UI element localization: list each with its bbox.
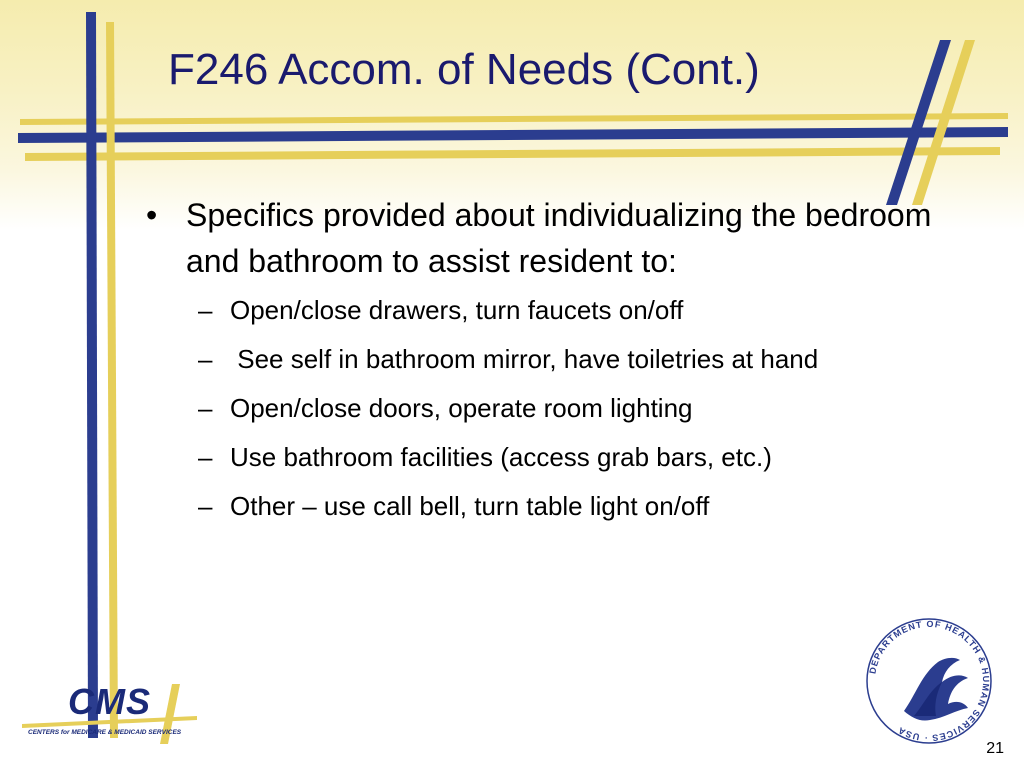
blue-horizontal-stripe — [18, 127, 1008, 143]
sub-bullet-text: Other – use call bell, turn table light on/off — [230, 491, 710, 521]
bullet-marker: • — [146, 197, 158, 233]
sub-bullet-item — [140, 339, 970, 379]
gold-vertical-stripe-left — [106, 22, 118, 738]
cms-tagline: CENTERS for MEDICARE & MEDICAID SERVICES — [28, 729, 182, 736]
sub-bullet-item — [140, 290, 970, 330]
sub-bullet-text: See self in bathroom mirror, have toiletries at hand — [230, 344, 819, 374]
main-bullet — [140, 192, 970, 284]
cms-logo — [22, 678, 202, 748]
gold-horizontal-stripe-lower — [25, 147, 1000, 161]
sub-bullet-text: Open/close drawers, turn faucets on/off — [230, 295, 684, 325]
cms-wordmark: CMS — [68, 681, 151, 722]
sub-bullet-text: Use bathroom facilities (access grab bars, etc.) — [230, 442, 772, 472]
svg-text:DEPARTMENT OF HEALTH & HUMAN S: DEPARTMENT OF HEALTH & HUMAN SERVICES · USA — [867, 618, 992, 744]
sub-bullet-item — [140, 486, 970, 526]
slide-title: F246 Accom. of Needs (Cont.) — [168, 45, 760, 94]
slide-content — [140, 192, 970, 535]
hhs-seal-icon — [864, 616, 994, 746]
sub-bullet-list — [140, 290, 970, 526]
gold-horizontal-stripe-upper — [20, 113, 1008, 125]
dash-marker: – — [198, 491, 213, 521]
dash-marker: – — [198, 393, 213, 423]
main-bullet-text: Specifics provided about individualizing the bedroom and bathroom to assist resident to: — [186, 197, 932, 279]
sub-bullet-text: Open/close doors, operate room lighting — [230, 393, 693, 423]
dash-marker: – — [198, 344, 213, 374]
sub-bullet-item — [140, 437, 970, 477]
dash-marker: – — [198, 442, 213, 472]
slide-number: 21 — [986, 740, 1004, 757]
sub-bullet-item — [140, 388, 970, 428]
blue-vertical-stripe-left — [86, 12, 98, 738]
dash-marker: – — [198, 295, 213, 325]
